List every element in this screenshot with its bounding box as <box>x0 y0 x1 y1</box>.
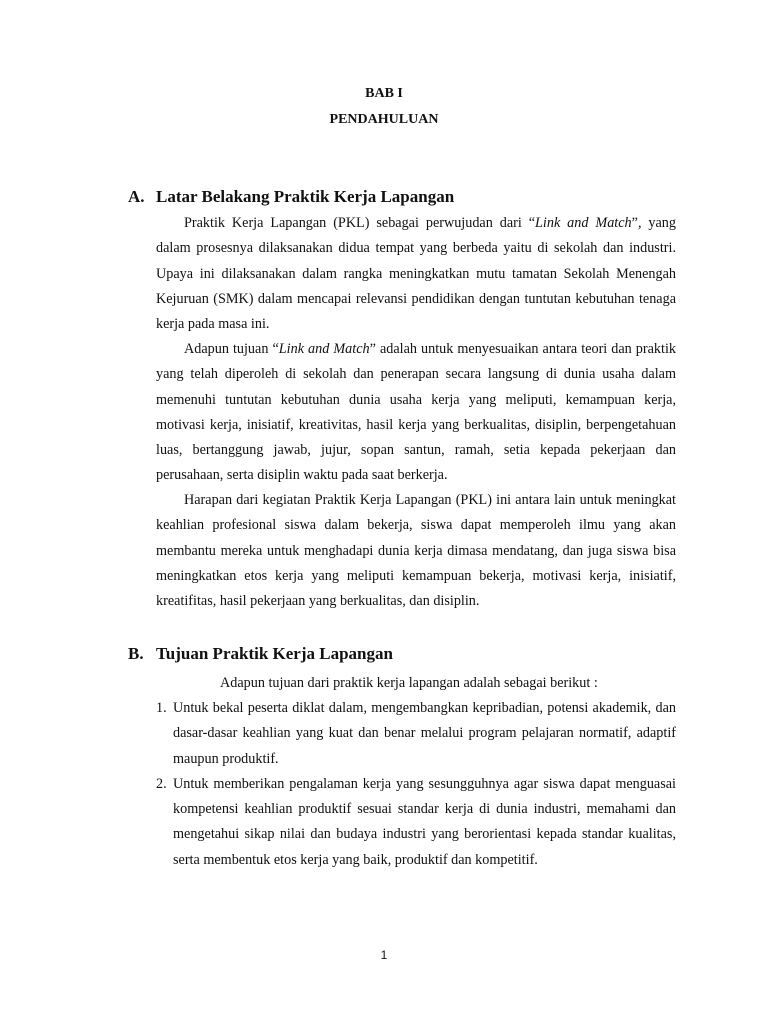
paragraph-text: Adapun tujuan “ <box>184 341 279 357</box>
section-a-letter: A. <box>128 187 145 206</box>
section-a-title: Latar Belakang Praktik Kerja Lapangan <box>156 187 455 206</box>
section-b-title: Tujuan Praktik Kerja Lapangan <box>156 644 393 663</box>
list-item <box>156 772 676 873</box>
list-item-number: 2. <box>156 775 167 792</box>
paragraph-text: Praktik Kerja Lapangan (PKL) sebagai perwujudan dari “ <box>184 215 536 231</box>
chapter-label: BAB I <box>365 86 403 101</box>
section-a-heading <box>128 187 454 207</box>
list-item-number: 1. <box>156 700 167 716</box>
paragraph-text: ” adalah untuk menyesuaikan antara teori dan praktik yang telah diperoleh di sekolah dan penerapan secara langsung di dunia usaha dalam memenuhi tuntutan kebutuhan dunia usaha kerja yang meliputi, kemampuan kerja, motivasi kerja, inisiatif, kreativitas, hasil kerja yang berkualitas, disiplin, berpengetahuan luas, bertanggung jawab, jujur, sopan santun, ramah, setia kepada pekerjaan dan perusahaan, serta disiplin waktu pada saat berkerja. <box>156 341 676 484</box>
paragraph-emphasis: Link and Match <box>278 341 370 357</box>
list-item-text: Untuk memberikan pengalaman kerja yang sesungguhnya agar siswa dapat menguasai kompetensi keahlian produktif sesuai standar kerja di dunia industri, memahami dan mengetahui sikap nilai dan budaya industri yang berorientasi kepada standar kualitas, serta membentuk etos kerja yang baik, produktif dan kompetitif. <box>173 775 676 868</box>
list-item <box>156 696 676 772</box>
paragraph-text: ”, yang dalam prosesnya dilaksanakan didua tempat yang berbeda yaitu di sekolah dan industri. Upaya ini dilaksanakan dalam rangka meningkatkan mutu tamatan Sekolah Menengah Kejuruan (SMK) dalam mencapai relevansi pendidikan dengan tuntutan kebutuhan tenaga kerja pada masa ini. <box>156 215 676 333</box>
chapter-title: PENDAHULUAN <box>329 112 439 127</box>
paragraph-emphasis: Link and Match <box>535 215 632 231</box>
section-b-list <box>156 696 676 873</box>
section-b-letter: B. <box>128 644 144 663</box>
section-a-paragraph-1 <box>156 211 676 337</box>
section-b-heading <box>128 644 393 664</box>
section-a-paragraph-2 <box>156 337 676 489</box>
page-number: 1 <box>380 948 388 962</box>
section-a-paragraph-3: Harapan dari kegiatan Praktik Kerja Lapangan (PKL) ini antara lain untuk meningkat keahlian profesional siswa dalam bekerja, siswa dapat memperoleh ilmu yang akan membantu mereka untuk menghadapi dunia kerja dimasa mendatang, dan juga siswa bisa meningkatkan etos kerja yang meliputi kemampuan bekerja, motivasi kerja, inisiatif, kreatifitas, hasil pekerjaan yang berkualitas, dan disiplin. <box>156 492 676 610</box>
section-b-intro: Adapun tujuan dari praktik kerja lapangan adalah sebagai berikut : <box>220 675 598 691</box>
list-item-text: Untuk bekal peserta diklat dalam, mengembangkan kepribadian, potensi akademik, dan dasar-dasar keahlian yang kuat dan benar melalui program pelajaran normatif, adaptif maupun produktif. <box>173 700 676 767</box>
